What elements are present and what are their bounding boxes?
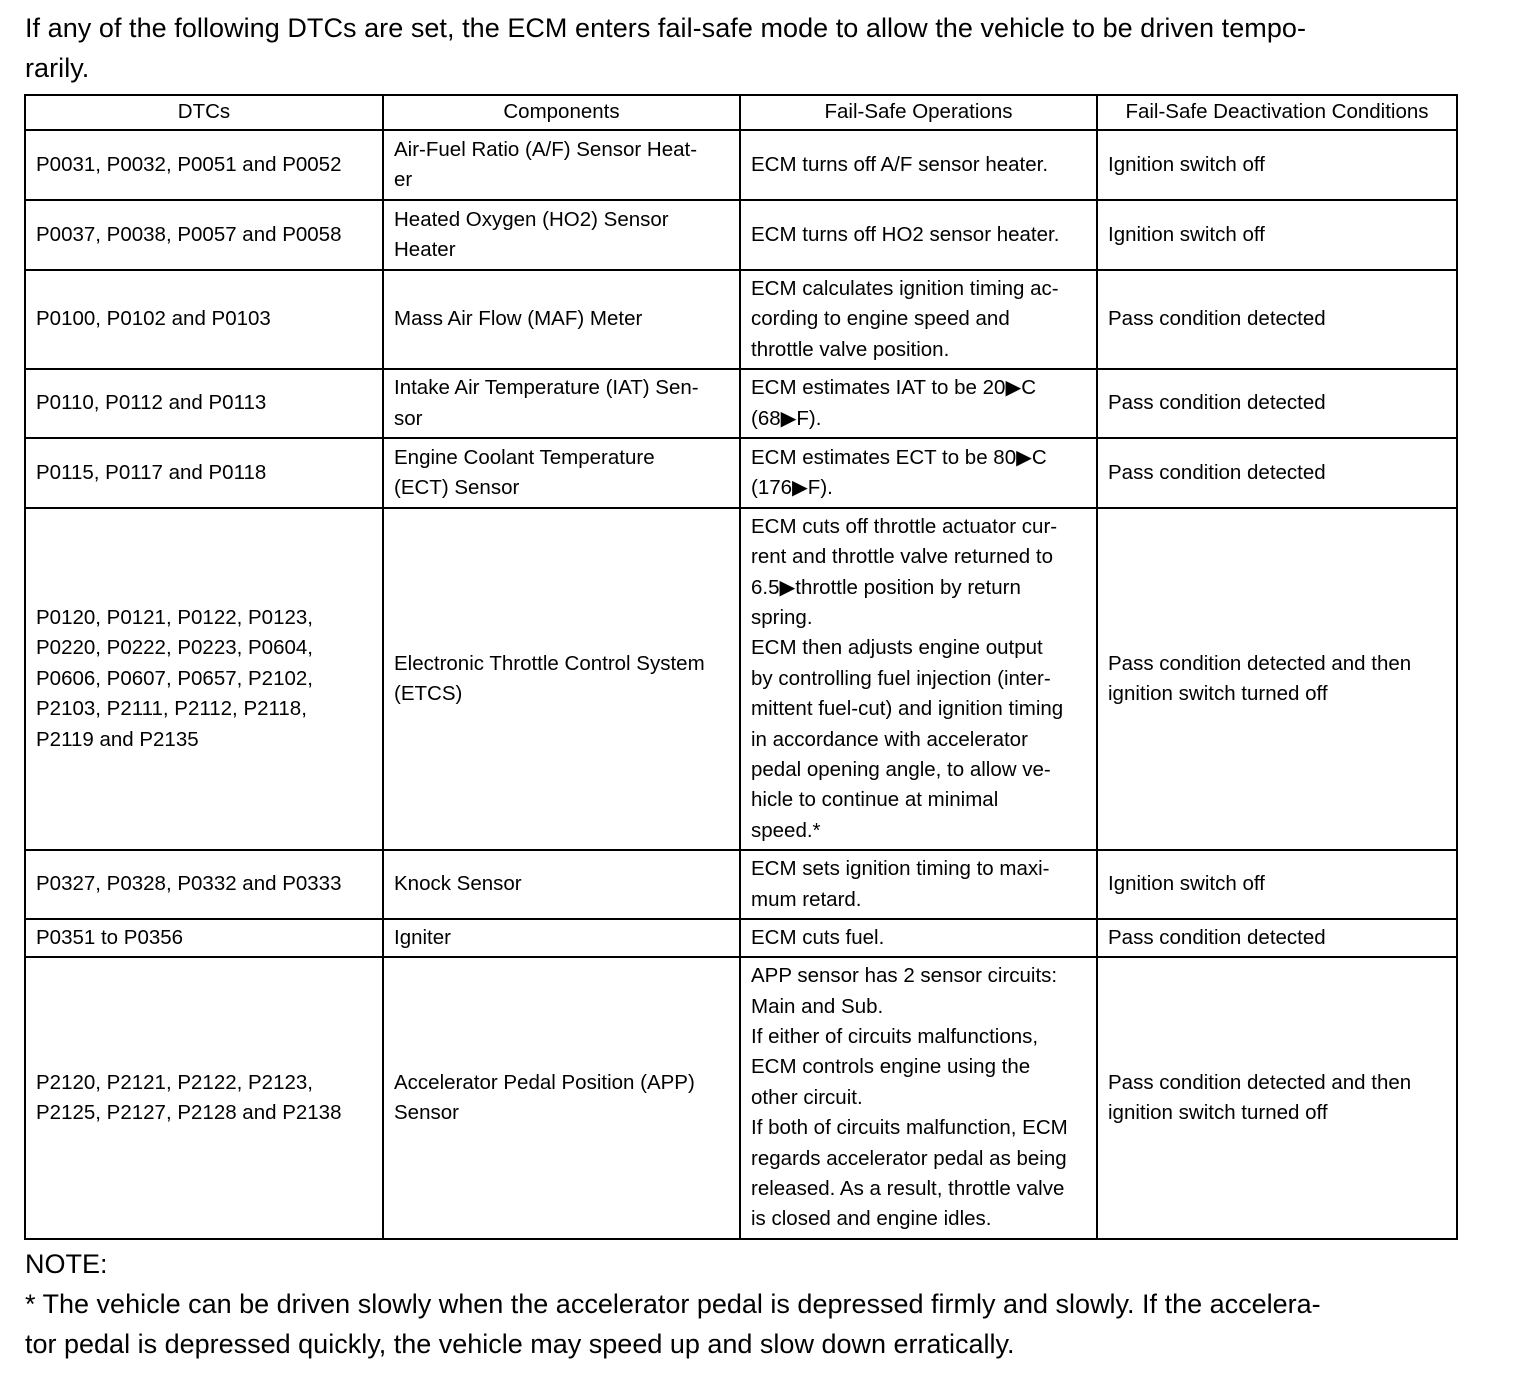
cell-component: Igniter (383, 919, 740, 957)
cell-dtcs: P0037, P0038, P0057 and P0058 (25, 200, 383, 270)
table-row (25, 919, 1457, 957)
cell-deactivation: Pass condition detected (1097, 438, 1457, 508)
cell-component: Intake Air Temperature (IAT) Sen- sor (383, 369, 740, 438)
cell-dtcs: P0351 to P0356 (25, 919, 383, 957)
note-section (25, 1244, 1475, 1364)
cell-component: Heated Oxygen (HO2) Sensor Heater (383, 200, 740, 270)
intro-paragraph: If any of the following DTCs are set, the ECM enters fail-safe mode to allow the vehicle to be driven tempo- rarily. (25, 13, 1307, 83)
table-row (25, 369, 1457, 438)
cell-dtcs: P0100, P0102 and P0103 (25, 270, 383, 369)
cell-dtcs: P0327, P0328, P0332 and P0333 (25, 850, 383, 919)
cell-dtcs: P0031, P0032, P0051 and P0052 (25, 130, 383, 200)
cell-component: Accelerator Pedal Position (APP) Sensor (383, 957, 740, 1239)
cell-component: Electronic Throttle Control System (ETCS) (383, 508, 740, 850)
cell-operation: ECM sets ignition timing to maxi- mum retard. (740, 850, 1097, 919)
cell-component: Air-Fuel Ratio (A/F) Sensor Heat- er (383, 130, 740, 200)
cell-deactivation: Ignition switch off (1097, 850, 1457, 919)
cell-deactivation: Ignition switch off (1097, 130, 1457, 200)
cell-deactivation: Pass condition detected (1097, 369, 1457, 438)
note-label: NOTE: (25, 1249, 108, 1279)
cell-dtcs: P2120, P2121, P2122, P2123, P2125, P2127, P2128 and P2138 (25, 957, 383, 1239)
cell-operation: ECM cuts off throttle actuator cur- rent and throttle valve returned to 6.5▶throttle position by return spring. ECM then adjusts engine output by controlling fuel injection (inter- mittent fuel-cut) and ignition timing in accordance with accelerator pedal opening angle, to allow ve- hicle to continue at minimal speed.* (740, 508, 1097, 850)
cell-component: Knock Sensor (383, 850, 740, 919)
table-row (25, 130, 1457, 200)
cell-component: Engine Coolant Temperature (ECT) Sensor (383, 438, 740, 508)
cell-operation: ECM calculates ignition timing ac- cording to engine speed and throttle valve position. (740, 270, 1097, 369)
cell-dtcs: P0110, P0112 and P0113 (25, 369, 383, 438)
header-components: Components (383, 95, 740, 130)
table-row (25, 200, 1457, 270)
fail-safe-table (24, 94, 1458, 1240)
table-row (25, 438, 1457, 508)
cell-operation: ECM turns off HO2 sensor heater. (740, 200, 1097, 270)
table-row (25, 957, 1457, 1239)
cell-deactivation: Pass condition detected and then ignition switch turned off (1097, 957, 1457, 1239)
cell-operation: ECM estimates IAT to be 20▶C (68▶F). (740, 369, 1097, 438)
cell-operation: ECM cuts fuel. (740, 919, 1097, 957)
header-dtcs: DTCs (25, 95, 383, 130)
cell-operation: ECM turns off A/F sensor heater. (740, 130, 1097, 200)
cell-deactivation: Pass condition detected and then ignition switch turned off (1097, 508, 1457, 850)
header-fail-safe-operations: Fail-Safe Operations (740, 95, 1097, 130)
cell-deactivation: Pass condition detected (1097, 919, 1457, 957)
table-row (25, 508, 1457, 850)
cell-deactivation: Ignition switch off (1097, 200, 1457, 270)
cell-dtcs: P0115, P0117 and P0118 (25, 438, 383, 508)
cell-dtcs: P0120, P0121, P0122, P0123, P0220, P0222, P0223, P0604, P0606, P0607, P0657, P2102, P2103, P2111, P2112, P2118, P2119 and P2135 (25, 508, 383, 850)
cell-operation: ECM estimates ECT to be 80▶C (176▶F). (740, 438, 1097, 508)
header-deactivation-conditions: Fail-Safe Deactivation Conditions (1097, 95, 1457, 130)
cell-operation: APP sensor has 2 sensor circuits: Main and Sub. If either of circuits malfunctions, ECM controls engine using the other circuit. If both of circuits malfunction, ECM regards accelerator pedal as being released. As a result, throttle valve is closed and engine idles. (740, 957, 1097, 1239)
table-row (25, 270, 1457, 369)
note-text: * The vehicle can be driven slowly when the accelerator pedal is depressed firmly and slowly. If the accelera- tor pedal is depressed quickly, the vehicle may speed up and slow down erratically. (25, 1289, 1321, 1359)
table-row (25, 850, 1457, 919)
cell-deactivation: Pass condition detected (1097, 270, 1457, 369)
table-header-row (25, 95, 1457, 130)
cell-component: Mass Air Flow (MAF) Meter (383, 270, 740, 369)
